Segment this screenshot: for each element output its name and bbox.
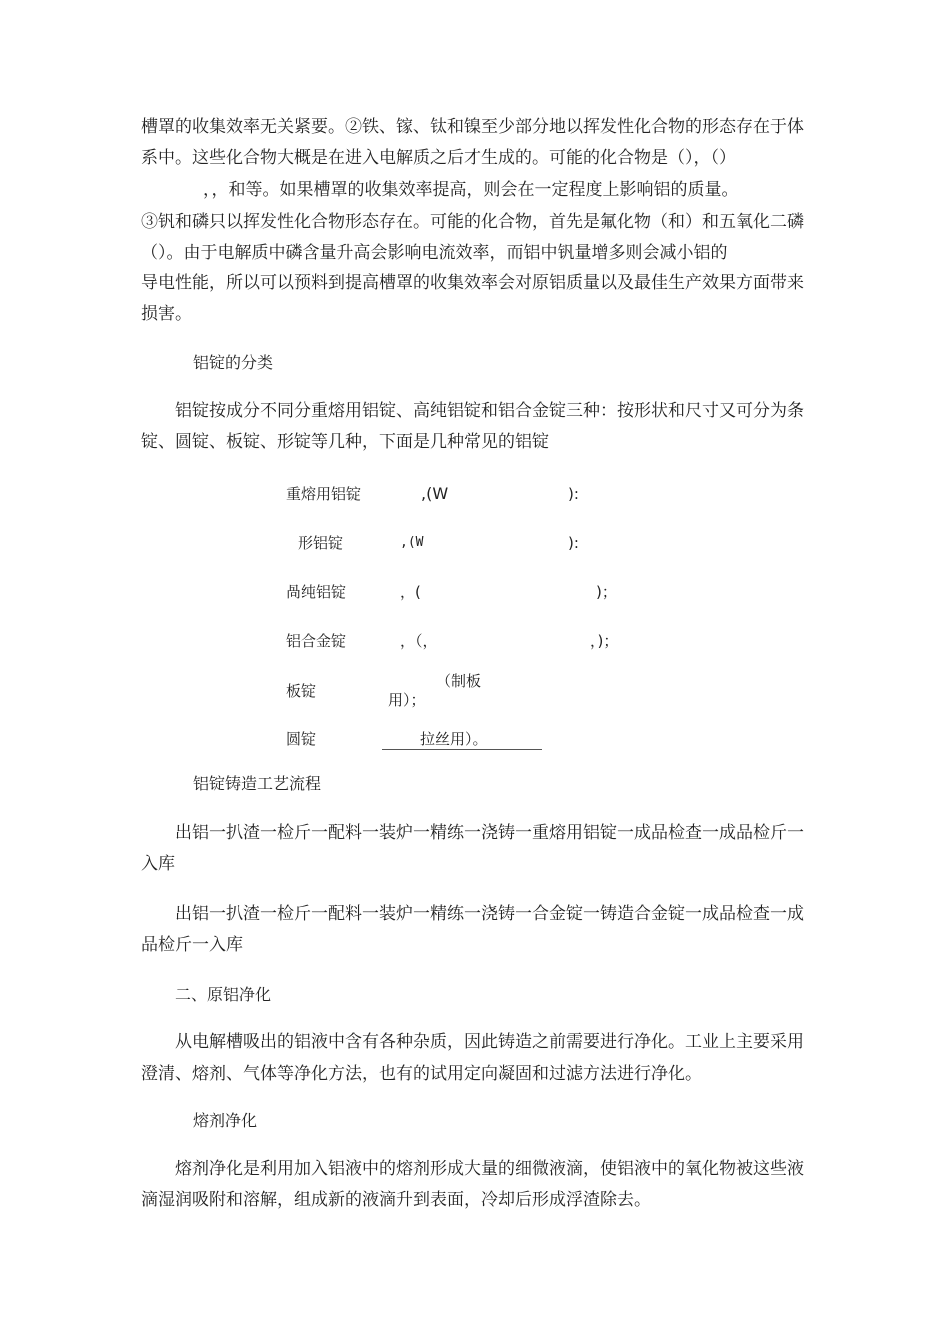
text-line: 锭、圆锭、板锭、形锭等几种，下面是几种常见的铝锭 [141,432,549,452]
text-line: 损害。 [141,304,192,324]
text-line: 从电解槽吸出的铝液中含有各种杂质，因此铸造之前需要进行净化。工业上主要采用 [175,1032,804,1052]
ingot-spec-end: ，)； [590,632,619,650]
text-line: 出铝一扒渣一检斤一配料一装炉一精练一浇铸一重熔用铝锭一成品检查一成品检斤一 [175,823,804,843]
section-heading-flux: 熔剂净化 [193,1111,258,1130]
text-line: 导电性能，所以可以预料到提高槽罩的收集效率会对原铝质量以及最佳生产效果方面带来 [141,273,804,293]
ingot-spec-end: ): [568,534,579,552]
text-line: 出铝一扒渣一检斤一配料一装炉一精练一浇铸一合金锭一铸造合金锭一成品检查一成 [175,904,804,924]
ingot-spec: 用）； [388,691,426,709]
ingot-spec: （制板 [436,672,482,690]
ingot-spec: ,(W [421,484,449,503]
ingot-name: 重熔用铝锭 [286,485,362,503]
section-heading-purify: 二、原铝净化 [175,985,272,1004]
text-line: 铝锭按成分不同分重熔用铝锭、高纯铝锭和铝合金锭三种：按形状和尺寸又可分为条 [175,401,804,421]
section-heading-classify: 铝锭的分类 [193,353,274,372]
ingot-spec-end: )； [596,583,617,601]
text-line: ，，和等。如果槽罩的收集效率提高，则会在一定程度上影响铝的质量。 [203,180,739,200]
ingot-spec-end: ): [568,485,579,503]
ingot-table [284,470,674,750]
ingot-name: 形铝锭 [298,534,344,552]
ingot-name: 圆锭 [286,730,317,748]
ingot-spec: 拉丝用）。 [420,730,488,748]
text-line: 系中。这些化合物大概是在进入电解质之后才生成的。可能的化合物是（），（） [141,148,736,168]
ingot-spec: ，( [400,583,421,601]
ingot-name: 板锭 [286,682,317,700]
text-line: 熔剂净化是利用加入铝液中的熔剂形成大量的细微液滴，使铝液中的氧化物被这些液 [175,1159,804,1179]
ingot-name: 铝合金锭 [286,632,347,650]
ingot-spec: ，（， [400,632,438,650]
text-line: 品检斤一入库 [141,935,243,955]
ingot-spec: ,(W [400,535,424,550]
text-line: 滴湿润吸附和溶解，组成新的液滴升到表面，冷却后形成浮渣除去。 [141,1190,651,1210]
text-line: 入库 [141,854,175,874]
ingot-name: 咼纯铝锭 [286,583,347,601]
section-heading-process: 铝锭铸造工艺流程 [193,774,322,793]
text-line: （）。由于电解质中磷含量升高会影响电流效率，而铝中钒量增多则会减小铝的 [141,243,728,263]
text-line: 槽罩的收集效率无关紧要。②铁、镓、钛和镍至少部分地以挥发性化合物的形态存在于体 [141,117,804,137]
blank-underline [382,749,542,750]
text-line: 澄清、熔剂、气体等净化方法，也有的试用定向凝固和过滤方法进行净化。 [141,1064,702,1084]
text-line: ③钒和磷只以挥发性化合物形态存在。可能的化合物，首先是氟化物（和）和五氧化二磷 [141,212,804,232]
